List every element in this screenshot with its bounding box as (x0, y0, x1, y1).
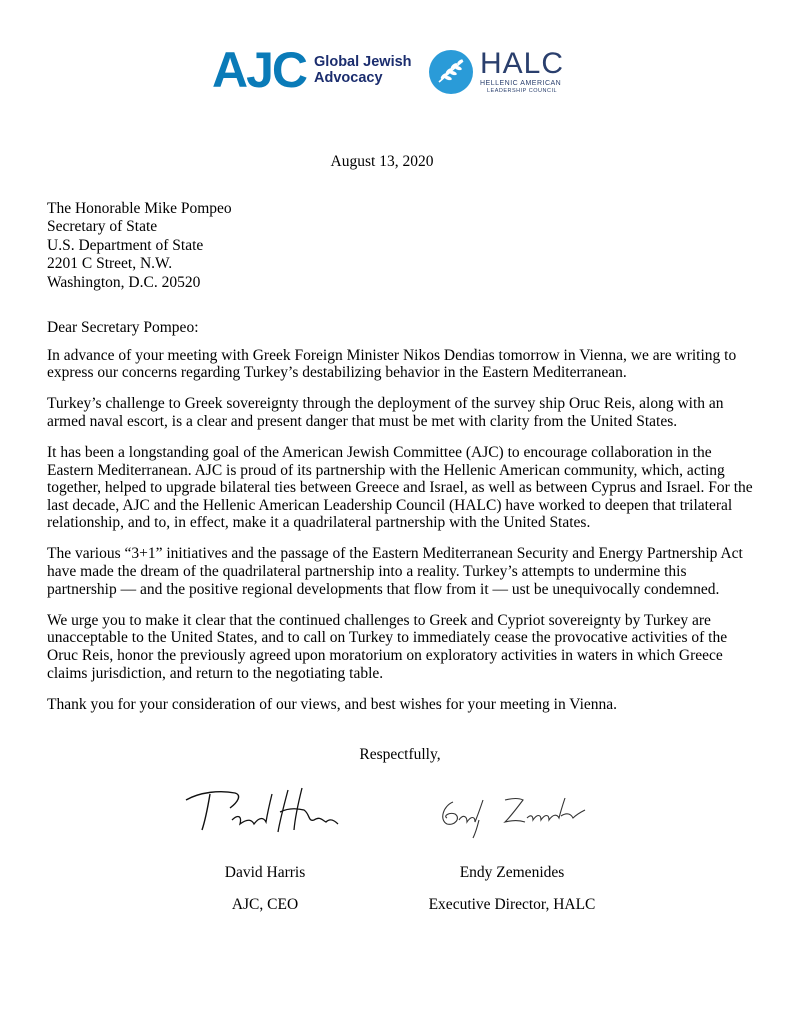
ajc-logo (212, 44, 412, 96)
ajc-logo-tagline (314, 54, 412, 86)
signature-david-harris (180, 780, 350, 840)
signatory-title: Executive Director, HALC (428, 896, 596, 913)
recipient-line: Washington, D.C. 20520 (47, 273, 201, 291)
recipient-line: 2201 C Street, N.W. (47, 255, 173, 273)
letter-body (47, 319, 757, 727)
salutation: Dear Secretary Pompeo: (47, 319, 199, 336)
body-paragraph: It has been a longstanding goal of the American Jewish Committee (AJC) to encourage collaboration in the Eastern Mediterranean. AJC is proud of its partnership with the Hellenic American community, which, acting together, helped to upgrade bilateral ties between Greece and Israel, as well as between Cyprus and Israel. For the last decade, AJC and the Hellenic American Leadership Council (HALC) have worked to deepen that trilateral relationship, and to, in effect, make it a quadrilateral partnership with the United States. (47, 443, 753, 532)
body-paragraph: In advance of your meeting with Greek Foreign Minister Nikos Dendias tomorrow in Vienna, we are writing to express our concerns regarding Turkey’s destabilizing behavior in the Eastern Mediterranean. (47, 346, 737, 382)
signatory-name: Endy Zemenides (459, 864, 565, 881)
signatory-name: David Harris (224, 864, 306, 881)
recipient-line: Secretary of State (47, 218, 158, 236)
closing: Respectfully, (359, 746, 441, 763)
body-paragraph: Thank you for your consideration of our views, and best wishes for your meeting in Vienna. (47, 695, 618, 713)
letter-date: August 13, 2020 (330, 153, 434, 170)
ajc-tagline-line-1: Global Jewish (314, 54, 412, 70)
recipient-address (47, 200, 232, 292)
signature-endy-zemenides (433, 790, 593, 840)
body-paragraph: We urge you to make it clear that the continued challenges to Greek and Cypriot sovereignty by Turkey are unacceptable to the United States, and to call on Turkey to immediately cease the provocative activities of the Oruc Reis, honor the previously agreed upon moratorium on exploratory activities in waters in which Greece claims jurisdiction, and return to the negotiating table. (47, 611, 728, 682)
halc-logo-subtitle-2: LEADERSHIP COUNCIL (487, 88, 558, 94)
halc-logo-subtitle-1: HELLENIC AMERICAN (480, 80, 562, 87)
body-paragraph: Turkey’s challenge to Greek sovereignty through the deployment of the survey ship Oruc Reis, along with an armed naval escort, is a clear and present danger that must be met with clarity from the United States. (47, 395, 724, 430)
body-paragraph: The various “3+1” initiatives and the passage of the Eastern Mediterranean Security and Energy Partnership Act have made the dream of the quadrilateral partnership into a reality. Turkey’s attempts to undermine this partnership — and the positive regional developments that flow from it — ust be unequivocally condemned. (47, 545, 743, 598)
halc-wordmark (480, 49, 564, 95)
recipient-line: U.S. Department of State (47, 236, 204, 254)
olive-branch-icon (428, 49, 474, 95)
recipient-line: The Honorable Mike Pompeo (47, 200, 232, 217)
halc-logo (428, 48, 564, 96)
halc-logo-name: HALC (480, 47, 565, 80)
signatory-title: AJC, CEO (231, 896, 299, 913)
ajc-logo-mark: AJC (212, 42, 307, 98)
ajc-tagline-line-2: Advocacy (314, 70, 383, 86)
